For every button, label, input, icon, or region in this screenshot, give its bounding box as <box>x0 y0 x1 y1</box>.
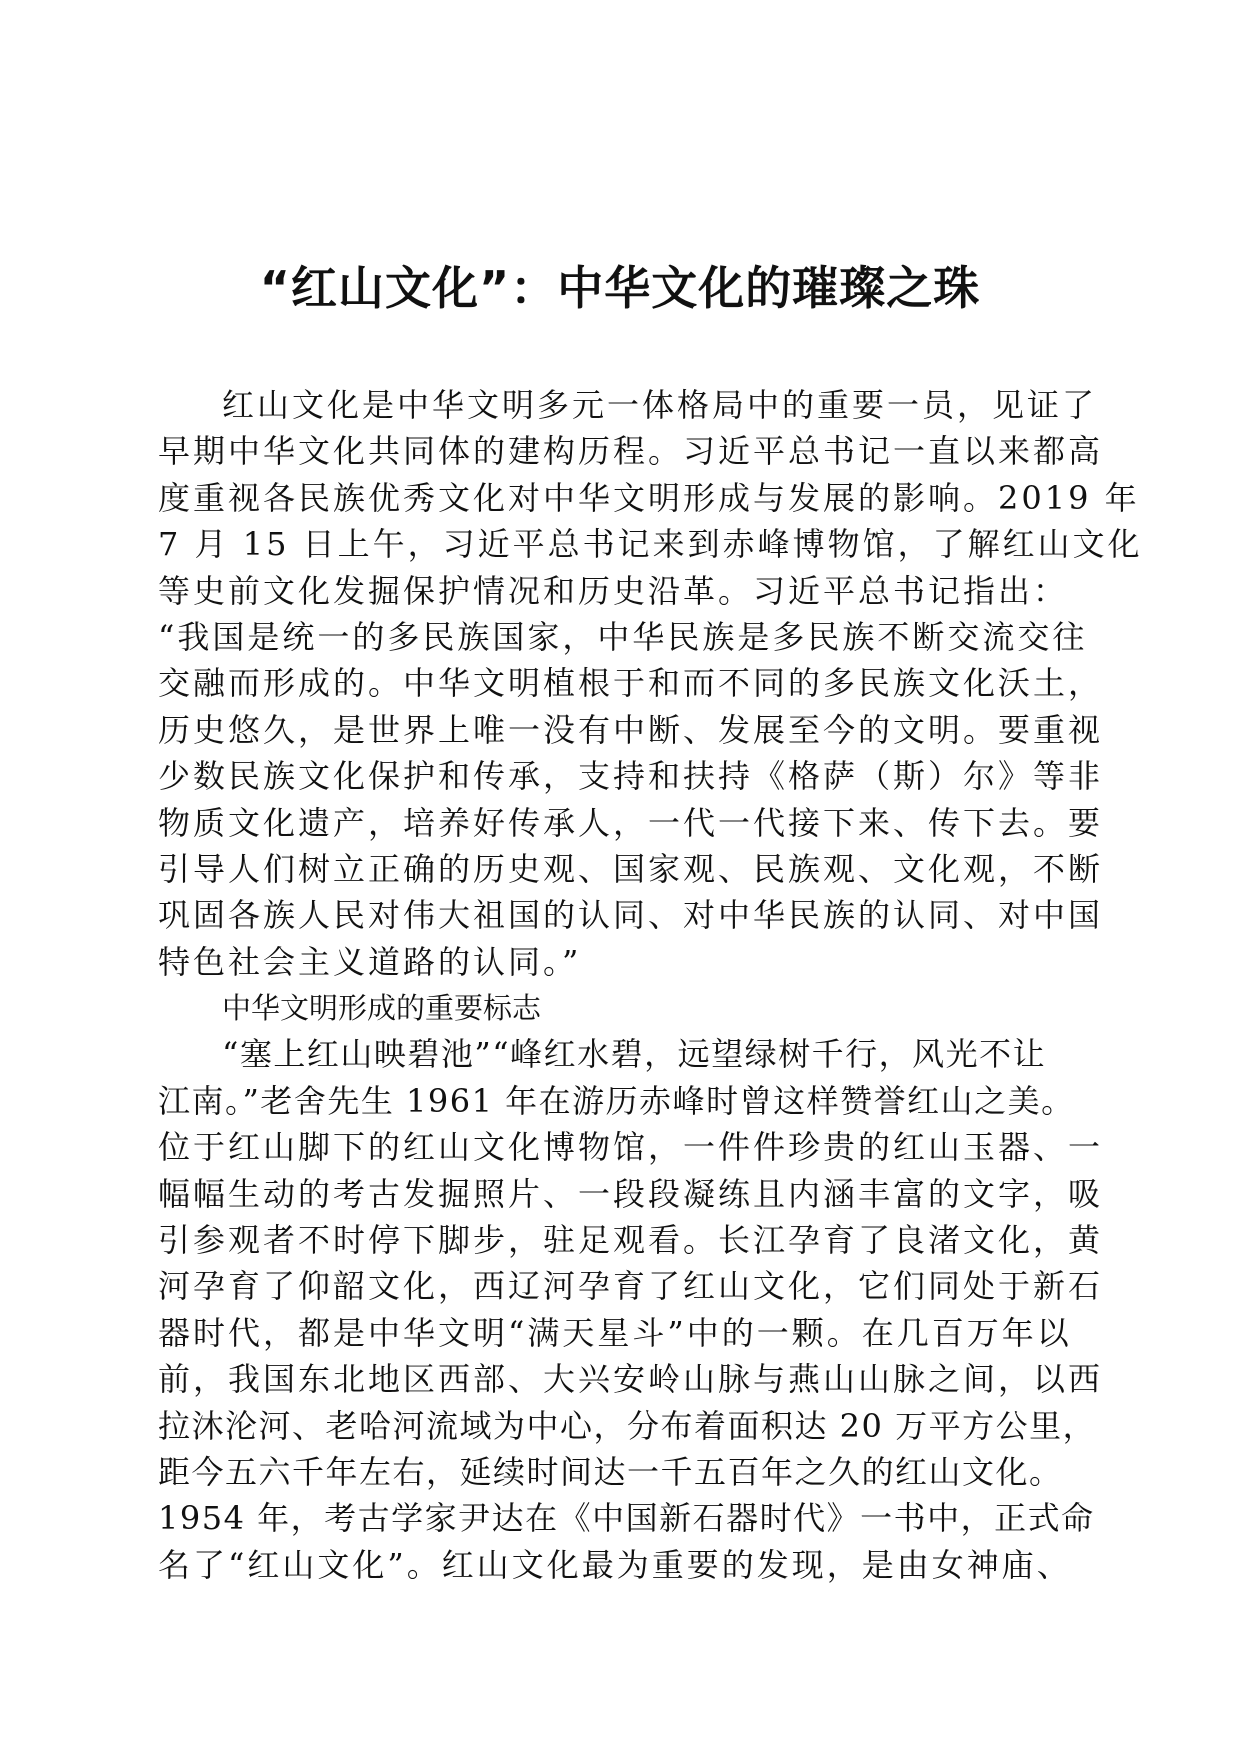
paragraph-line: 拉沐沦河、老哈河流域为中心，分布着面积达 20 万平方公里， <box>158 1406 1097 1445</box>
paragraph-line: 距今五六千年左右，延续时间达一千五百年之久的红山文化。 <box>158 1452 1063 1491</box>
paragraph-line: 名了“红山文化”。红山文化最为重要的发现，是由女神庙、 <box>158 1545 1072 1584</box>
article-body <box>158 382 1143 1588</box>
paragraph-line: 幅幅生动的考古发掘照片、一段段凝练且内涵丰富的文字，吸 <box>158 1174 1104 1213</box>
paragraph-line: “我国是统一的多民族国家，中华民族是多民族不断交流交往 <box>158 617 1088 656</box>
paragraph-line: 早期中华文化共同体的建构历程。习近平总书记一直以来都高 <box>158 432 1104 471</box>
paragraph-line: 引导人们树立正确的历史观、国家观、民族观、文化观，不断 <box>158 849 1104 888</box>
paragraph-line: 7 月 15 日上午，习近平总书记来到赤峰博物馆，了解红山文化 <box>158 525 1143 564</box>
paragraph-line: 位于红山脚下的红山文化博物馆，一件件珍贵的红山玉器、一 <box>158 1128 1104 1167</box>
paragraph-line: 少数民族文化保护和传承，支持和扶持《格萨（斯）尔》等非 <box>158 757 1104 796</box>
paragraph-line: 红山文化是中华文明多元一体格局中的重要一员，见证了 <box>222 386 1098 424</box>
paragraph-line: 器时代，都是中华文明“满天星斗”中的一颗。在几百万年以 <box>158 1313 1072 1352</box>
paragraph-line: 1954 年，考古学家尹达在《中国新石器时代》一书中，正式命 <box>158 1499 1095 1538</box>
paragraph-line: 特色社会主义道路的认同。” <box>158 942 582 981</box>
paragraph-line: 度重视各民族优秀文化对中华文明形成与发展的影响。2019 年 <box>158 478 1140 517</box>
paragraph-line: “塞上红山映碧池”“峰红水碧，远望绿树千行，风光不让 <box>222 1035 1047 1074</box>
paragraph-line: 巩固各族人民对伟大祖国的认同、对中华民族的认同、对中国 <box>158 896 1104 935</box>
paragraph-line: 等史前文化发掘保护情况和历史沿革。习近平总书记指出： <box>158 571 1069 610</box>
page-title: “红山文化”：中华文化的璀璨之珠 <box>259 261 981 315</box>
section-heading: 中华文明形成的重要标志 <box>222 991 542 1026</box>
paragraph-line: 引参观者不时停下脚步，驻足观看。长江孕育了良渚文化，黄 <box>158 1221 1104 1260</box>
paragraph-line: 交融而形成的。中华文明植根于和而不同的多民族文化沃土， <box>158 664 1104 703</box>
paragraph-line: 江南。”老舍先生 1961 年在游历赤峰时曾这样赞誉红山之美。 <box>158 1081 1075 1120</box>
paragraph-line: 物质文化遗产，培养好传承人，一代一代接下来、传下去。要 <box>158 803 1104 842</box>
paragraph-line: 历史悠久，是世界上唯一没有中断、发展至今的文明。要重视 <box>158 710 1104 749</box>
paragraph-line: 前，我国东北地区西部、大兴安岭山脉与燕山山脉之间，以西 <box>158 1360 1104 1399</box>
paragraph-line: 河孕育了仰韶文化，西辽河孕育了红山文化，它们同处于新石 <box>158 1267 1104 1306</box>
